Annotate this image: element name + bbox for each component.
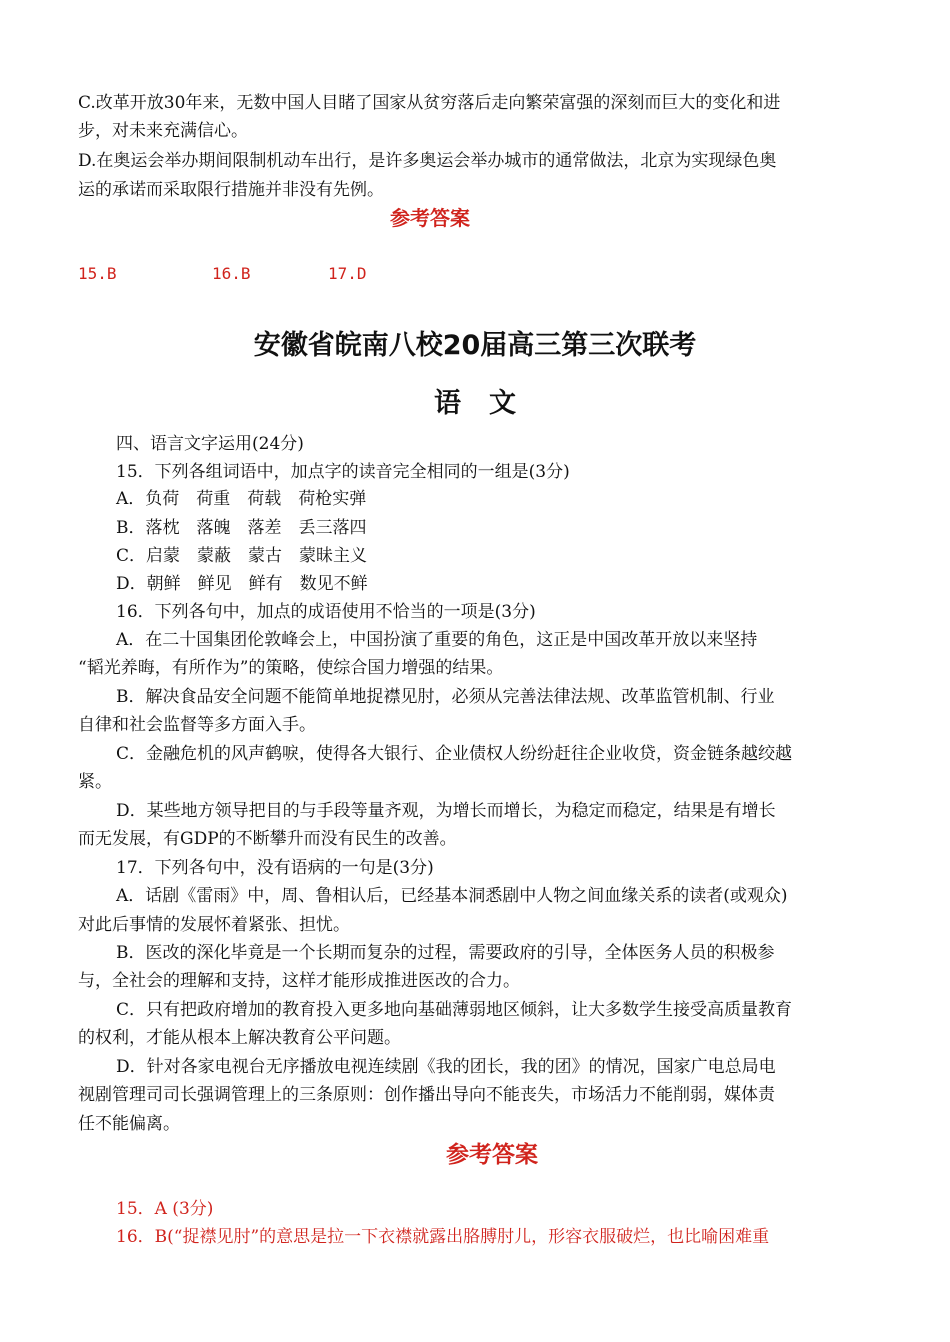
q16-d-line2: 而无发展，有GDP的不断攀升而没有民生的改善。: [78, 829, 457, 849]
answer-2-q16: 16．B(“捉襟见肘”的意思是拉一下衣襟就露出胳膊肘儿，形容衣服破烂，也比喻困难重: [116, 1227, 770, 1247]
q16-c-line2: 紧。: [78, 772, 112, 792]
q16-d-line1: D．某些地方领导把目的与手段等量齐观，为增长而增长，为稳定而稳定，结果是有增长: [116, 801, 776, 821]
q16-stem: 16．下列各句中，加点的成语使用不恰当的一项是(3分): [116, 602, 536, 622]
q17-stem: 17．下列各句中，没有语病的一句是(3分): [116, 858, 434, 878]
q16-a-line2: “韬光养晦，有所作为”的策略，使综合国力增强的结果。: [78, 658, 504, 678]
q15-stem: 15．下列各组词语中，加点字的读音完全相同的一组是(3分): [116, 462, 570, 482]
q17-b-line2: 与，全社会的理解和支持，这样才能形成推进医改的合力。: [78, 971, 520, 991]
q17-d-line3: 任不能偏离。: [78, 1114, 180, 1134]
answer-15: 15.B: [78, 264, 117, 283]
q17-d-line1: D．针对各家电视台无序播放电视连续剧《我的团长，我的团》的情况，国家广电总局电: [116, 1057, 776, 1077]
answer-heading-2: 参考答案: [446, 1141, 538, 1168]
answer-heading-1: 参考答案: [390, 206, 470, 230]
q17-b-line1: B．医改的深化毕竟是一个长期而复杂的过程，需要政府的引导，全体医务人员的积极参: [116, 943, 775, 963]
q15-option-d: D．朝鲜 鲜见 鲜有 数见不鲜: [116, 574, 368, 594]
q16-b-line2: 自律和社会监督等多方面入手。: [78, 715, 316, 735]
section-heading: 四、语言文字运用(24分): [116, 434, 304, 454]
exam-title: 安徽省皖南八校20届高三第三次联考: [253, 330, 697, 361]
q16-c-line1: C．金融危机的风声鹤唳，使得各大银行、企业债权人纷纷赶往企业收贷，资金链条越绞越: [116, 744, 793, 764]
exam-subject: 语文: [434, 388, 544, 419]
q17-c-line1: C．只有把政府增加的教育投入更多地向基础薄弱地区倾斜，让大多数学生接受高质量教育: [116, 1000, 793, 1020]
q15-option-c: C．启蒙 蒙蔽 蒙古 蒙昧主义: [116, 546, 368, 566]
answer-2-q15: 15．A (3分): [116, 1199, 214, 1219]
option-d-line1: D.在奥运会举办期间限制机动车出行，是许多奥运会举办城市的通常做法，北京为实现绿色奥: [78, 151, 777, 171]
option-c-line1: C.改革开放30年来，无数中国人目睹了国家从贫穷落后走向繁荣富强的深刻而巨大的变化和进: [78, 93, 781, 113]
q16-b-line1: B．解决食品安全问题不能简单地捉襟见肘，必须从完善法律法规、改革监管机制、行业: [116, 687, 775, 707]
q17-a-line1: A．话剧《雷雨》中，周、鲁相认后，已经基本洞悉剧中人物之间血缘关系的读者(或观众): [116, 886, 788, 906]
q17-d-line2: 视剧管理司司长强调管理上的三条原则：创作播出导向不能丧失，市场活力不能削弱，媒体责: [78, 1085, 775, 1105]
q16-a-line1: A．在二十国集团伦敦峰会上，中国扮演了重要的角色，这正是中国改革开放以来坚持: [116, 630, 758, 650]
q15-option-a: A．负荷 荷重 荷载 荷枪实弹: [116, 489, 367, 509]
answer-17: 17.D: [328, 264, 367, 283]
option-c-line2: 步，对未来充满信心。: [78, 121, 248, 141]
q17-c-line2: 的权利，才能从根本上解决教育公平问题。: [78, 1028, 401, 1048]
q17-a-line2: 对此后事情的发展怀着紧张、担忧。: [78, 915, 350, 935]
q15-option-b: B．落枕 落魄 落差 丢三落四: [116, 518, 367, 538]
option-d-line2: 运的承诺而采取限行措施并非没有先例。: [78, 180, 384, 200]
answer-16: 16.B: [212, 264, 251, 283]
